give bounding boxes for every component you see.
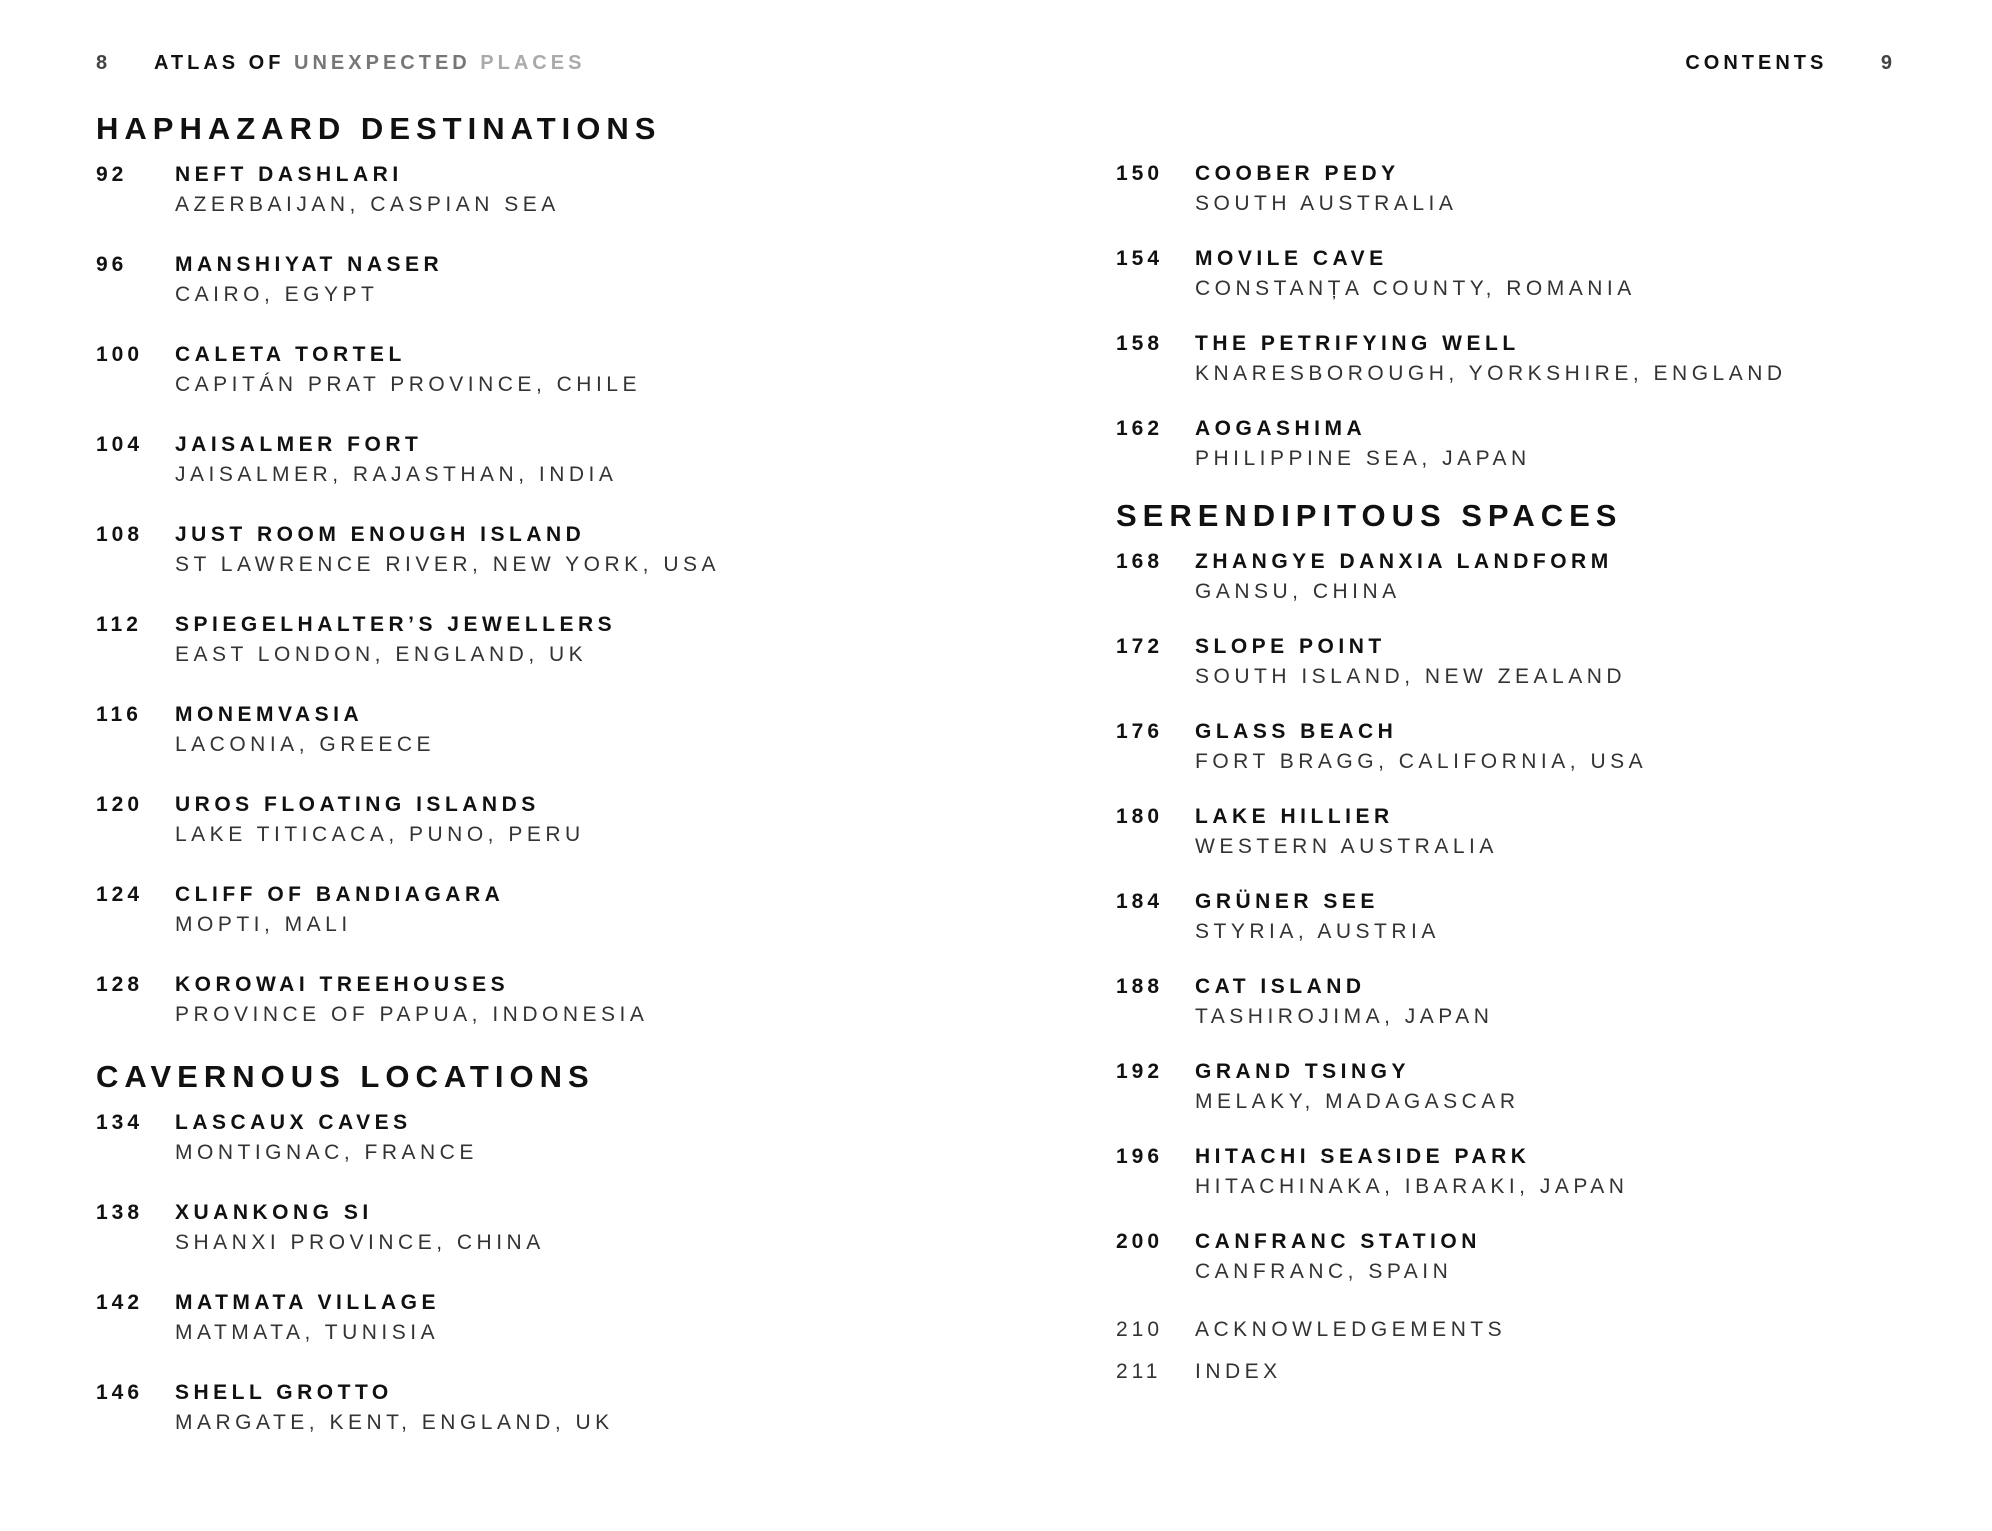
entry-location: HITACHINAKA, IBARAKI, JAPAN [1195,1175,1629,1198]
entry-page-number: 142 [96,1291,144,1314]
entry-page-number: 192 [1116,1060,1164,1083]
section-entries-haphazard [96,160,976,1030]
book-title-part1: ATLAS OF [153,52,285,74]
back-matter-item [1116,1315,1992,1357]
entry-place-name: THE PETRIFYING WELL [1195,332,1520,355]
entry-page-number: 162 [1116,417,1164,440]
entry-place-name: GRÜNER SEE [1195,890,1379,913]
entry-place-name: HITACHI SEASIDE PARK [1195,1145,1531,1168]
back-matter-item [1116,1357,1992,1399]
entry-location: STYRIA, AUSTRIA [1195,920,1440,943]
entry-page-number: 184 [1116,890,1164,913]
entry-place-name: COOBER PEDY [1195,162,1400,185]
entry-location: AZERBAIJAN, CASPIAN SEA [175,193,560,216]
contents-entry [1116,329,1992,389]
entry-location: ST LAWRENCE RIVER, NEW YORK, USA [175,553,721,576]
entry-page-number: 154 [1116,247,1164,270]
entry-location: CAPITÁN PRAT PROVINCE, CHILE [175,373,641,396]
right-contents-column [1116,159,1992,1399]
back-matter-page-number: 211 [1116,1360,1162,1383]
entry-page-number: 104 [96,433,144,456]
entry-page-number: 150 [1116,162,1164,185]
entry-page-number: 100 [96,343,144,366]
contents-entry [96,250,976,310]
contents-entry [96,160,976,220]
section-entries-serendipitous [1116,547,1992,1287]
entry-place-name: SLOPE POINT [1195,635,1386,658]
contents-entry [1116,632,1992,692]
entry-location: LAKE TITICACA, PUNO, PERU [175,823,585,846]
continued-entries [1116,159,1992,474]
entry-page-number: 116 [96,703,142,726]
entry-page-number: 128 [96,973,144,996]
back-matter-list [1116,1315,1992,1399]
entry-page-number: 138 [96,1201,144,1224]
entry-place-name: LAKE HILLIER [1195,805,1394,828]
contents-entry [96,700,976,760]
entry-place-name: SHELL GROTTO [175,1381,393,1404]
contents-entry [96,1198,976,1258]
entry-location: JAISALMER, RAJASTHAN, INDIA [175,463,618,486]
contents-entry [96,880,976,940]
entry-place-name: MOVILE CAVE [1195,247,1388,270]
contents-entry [96,610,976,670]
entry-location: FORT BRAGG, CALIFORNIA, USA [1195,750,1648,773]
entry-location: CAIRO, EGYPT [175,283,379,306]
book-title-part3: PLACES [480,52,586,74]
right-folio: 9 [1880,52,1896,74]
contents-entry [1116,1227,1992,1287]
entry-place-name: MANSHIYAT NASER [175,253,444,276]
left-running-head [96,52,585,75]
left-contents-column [96,112,976,1468]
entry-page-number: 172 [1116,635,1164,658]
entry-location: CANFRANC, SPAIN [1195,1260,1453,1283]
entry-page-number: 134 [96,1111,144,1134]
entry-location: MOPTI, MALI [175,913,352,936]
entry-place-name: ZHANGYE DANXIA LANDFORM [1195,550,1613,573]
entry-place-name: CALETA TORTEL [175,343,406,366]
entry-place-name: GLASS BEACH [1195,720,1398,743]
entry-place-name: KOROWAI TREEHOUSES [175,973,510,996]
contents-entry [96,430,976,490]
contents-entry [1116,887,1992,947]
entry-location: MELAKY, MADAGASCAR [1195,1090,1520,1113]
entry-place-name: JAISALMER FORT [175,433,423,456]
contents-entry [1116,717,1992,777]
entry-location: MATMATA, TUNISIA [175,1321,440,1344]
entry-page-number: 168 [1116,550,1164,573]
entry-location: LACONIA, GREECE [175,733,436,756]
entry-page-number: 92 [96,163,128,186]
entry-location: PHILIPPINE SEA, JAPAN [1195,447,1531,470]
entry-place-name: LASCAUX CAVES [175,1111,412,1134]
contents-entry [1116,159,1992,219]
entry-page-number: 158 [1116,332,1164,355]
entry-place-name: XUANKONG SI [175,1201,373,1224]
entry-place-name: JUST ROOM ENOUGH ISLAND [175,523,586,546]
entry-place-name: CAT ISLAND [1195,975,1366,998]
contents-entry [1116,244,1992,304]
entry-page-number: 200 [1116,1230,1164,1253]
section-title-cavernous: CAVERNOUS LOCATIONS [96,1059,595,1094]
contents-entry [96,790,976,850]
entry-place-name: SPIEGELHALTER’S JEWELLERS [175,613,617,636]
entry-page-number: 108 [96,523,144,546]
contents-entry [1116,547,1992,607]
entry-place-name: NEFT DASHLARI [175,163,403,186]
contents-entry [1116,972,1992,1032]
entry-location: MONTIGNAC, FRANCE [175,1141,478,1164]
entry-page-number: 180 [1116,805,1164,828]
entry-page-number: 124 [96,883,144,906]
entry-page-number: 146 [96,1381,144,1404]
entry-page-number: 196 [1116,1145,1164,1168]
entry-place-name: UROS FLOATING ISLANDS [175,793,540,816]
entry-place-name: CLIFF OF BANDIAGARA [175,883,505,906]
right-page [996,0,1992,1531]
entry-location: EAST LONDON, ENGLAND, UK [175,643,588,666]
contents-entry [1116,1142,1992,1202]
entry-place-name: AOGASHIMA [1195,417,1367,440]
entry-place-name: MATMATA VILLAGE [175,1291,441,1314]
back-matter-label: ACKNOWLEDGEMENTS [1195,1318,1507,1341]
entry-page-number: 176 [1116,720,1164,743]
back-matter-page-number: 210 [1116,1318,1164,1341]
entry-page-number: 96 [96,253,128,276]
entry-location: MARGATE, KENT, ENGLAND, UK [175,1411,614,1434]
left-folio: 8 [96,52,112,74]
entry-location: SOUTH ISLAND, NEW ZEALAND [1195,665,1627,688]
running-title: CONTENTS [1685,52,1828,74]
section-entries-cavernous [96,1108,976,1438]
contents-entry [96,1378,976,1438]
section-title-serendipitous: SERENDIPITOUS SPACES [1116,498,1623,533]
contents-entry [96,340,976,400]
entry-page-number: 188 [1116,975,1164,998]
contents-entry [96,520,976,580]
entry-location: CONSTANȚA COUNTY, ROMANIA [1195,277,1636,300]
entry-place-name: CANFRANC STATION [1195,1230,1481,1253]
back-matter-label: INDEX [1195,1360,1282,1383]
entry-location: SOUTH AUSTRALIA [1195,192,1458,215]
entry-page-number: 112 [96,613,142,636]
contents-entry [96,970,976,1030]
contents-entry [1116,414,1992,474]
entry-page-number: 120 [96,793,144,816]
right-running-head [1685,52,1896,75]
book-title-part2: UNEXPECTED [294,52,471,74]
entry-location: TASHIROJIMA, JAPAN [1195,1005,1494,1028]
entry-place-name: GRAND TSINGY [1195,1060,1411,1083]
entry-location: PROVINCE OF PAPUA, INDONESIA [175,1003,649,1026]
section-title-haphazard: HAPHAZARD DESTINATIONS [96,111,662,146]
entry-location: SHANXI PROVINCE, CHINA [175,1231,545,1254]
entry-location: GANSU, CHINA [1195,580,1401,603]
entry-location: KNARESBOROUGH, YORKSHIRE, ENGLAND [1195,362,1787,385]
contents-entry [96,1108,976,1168]
contents-entry [96,1288,976,1348]
entry-place-name: MONEMVASIA [175,703,364,726]
entry-location: WESTERN AUSTRALIA [1195,835,1498,858]
contents-entry [1116,1057,1992,1117]
contents-entry [1116,802,1992,862]
